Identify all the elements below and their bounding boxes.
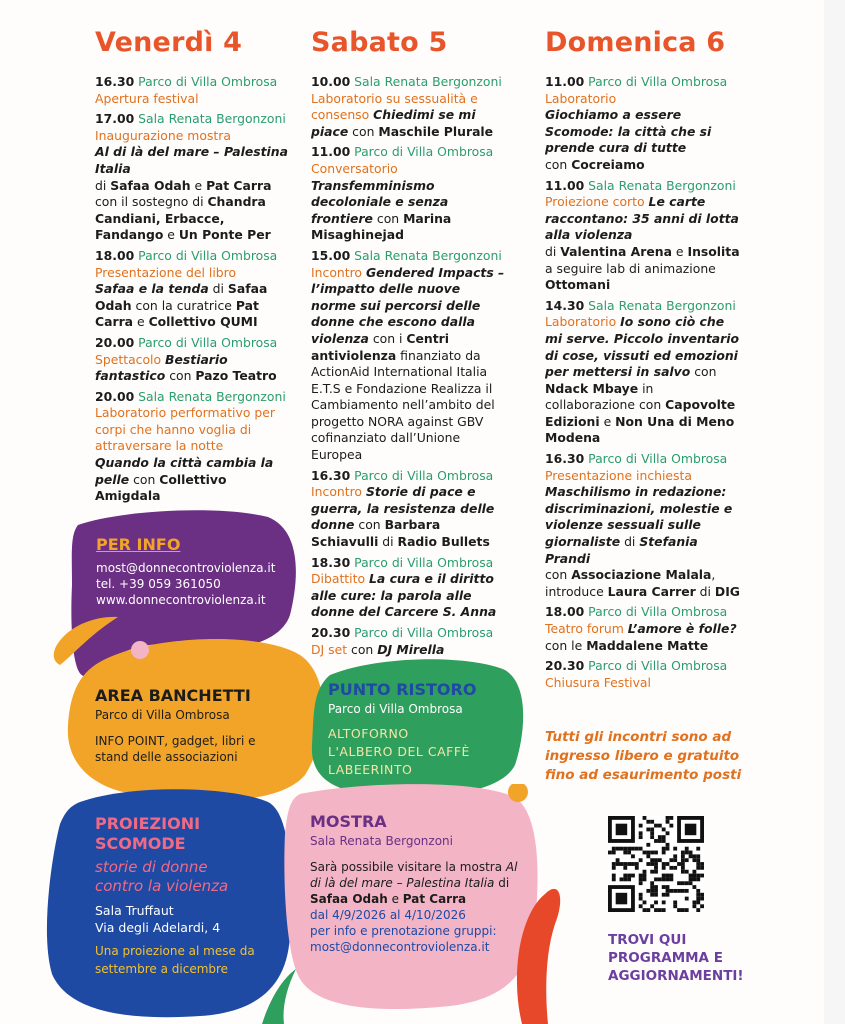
event-time: 20.00: [95, 334, 135, 350]
event-description: Spettacolo Bestiario fantastico con Pazo Teatro: [95, 351, 277, 384]
proiezioni-venue: Sala Truffaut: [95, 903, 174, 918]
day-column-friday: [95, 0, 293, 509]
event-time: 16.30: [545, 451, 585, 467]
event-place: Parco di Villa Ombrosa: [588, 451, 728, 467]
ristoro-title: PUNTO RISTORO: [328, 680, 477, 699]
proiezioni-box: [95, 814, 285, 978]
event-item: [311, 74, 507, 140]
event-place: Parco di Villa Ombrosa: [138, 334, 278, 350]
event-description: Incontro Storie di pace e guerra, la resistenza delle donne con Barbara Schiavulli di Radio Bullets: [311, 484, 495, 550]
pink-dot: [131, 641, 149, 659]
event-item: [311, 144, 507, 244]
event-description: Dibattito La cura e il diritto alle cure: la parola alle donne del Carcere S. Anna: [311, 571, 497, 620]
event-time: 11.00: [311, 144, 351, 160]
event-place: Parco di Villa Ombrosa: [588, 604, 728, 620]
event-place: Parco di Villa Ombrosa: [588, 74, 728, 89]
event-time: 20.00: [95, 388, 135, 404]
event-kind: Apertura festival: [95, 90, 199, 106]
ristoro-item: LABEERINTO: [328, 762, 413, 777]
event-place: Sala Renata Bergonzoni: [354, 74, 502, 89]
event-item: [95, 248, 293, 331]
event-kind: Laboratorio performativo per corpi che hanno voglia di attraversare la notte: [95, 405, 275, 454]
event-place: Parco di Villa Ombrosa: [354, 467, 494, 483]
event-time: 18.30: [311, 554, 351, 570]
event-description: Maschilismo in redazione: discriminazioni, molestie e violenze sessuali sulle giornaliste di Stefania Prandi con Associazione Malala, introduce Laura Carrer di DIG: [545, 484, 740, 599]
event-place: Sala Renata Bergonzoni: [588, 297, 736, 313]
qr-caption: TROVI QUI PROGRAMMA E AGGIORNAMENTI!: [608, 932, 744, 984]
event-description: Giochiamo a essere Scomode: la città che si prende cura di tutte con Cocreiamo: [545, 107, 712, 172]
banchetti-place: Parco di Villa Ombrosa: [95, 708, 230, 722]
info-box: [96, 535, 296, 608]
mostra-contact-email[interactable]: most@donnecontroviolenza.it: [310, 940, 490, 954]
event-item: [95, 389, 293, 505]
proiezioni-subtitle-1: storie di donne: [95, 858, 208, 876]
event-place: Sala Renata Bergonzoni: [138, 111, 286, 127]
event-place: Sala Renata Bergonzoni: [138, 388, 286, 404]
page-edge: [824, 0, 845, 1024]
event-time: 16.30: [95, 74, 135, 89]
event-time: 11.00: [545, 74, 585, 89]
event-description: Proiezione corto Le carte raccontano: 35 anni di lotta alla violenza di Valentina Arena e Insolita a seguire lab di animazione Ottomani: [545, 194, 740, 293]
event-description: Al di là del mare – Palestina Italia di Safaa Odah e Pat Carra con il sostegno di Chandra Candiani, Erbacce, Fandango e Un Ponte Per: [95, 144, 288, 243]
event-time: 18.00: [545, 604, 585, 620]
banchetti-box: [95, 686, 295, 765]
event-place: Sala Renata Bergonzoni: [588, 177, 736, 193]
event-kind: Laboratorio: [545, 90, 617, 106]
proiezioni-title-1: PROIEZIONI: [95, 814, 201, 833]
event-place: Parco di Villa Ombrosa: [354, 554, 494, 570]
event-item: [95, 111, 293, 244]
event-place: Parco di Villa Ombrosa: [588, 658, 728, 674]
event-description: Teatro forum L’amore è folle? con le Maddalene Matte: [545, 621, 737, 653]
event-time: 17.00: [95, 111, 135, 127]
event-item: [95, 335, 293, 385]
day-title: Sabato 5: [311, 27, 448, 58]
mostra-title: MOSTRA: [310, 812, 387, 831]
event-item: [95, 74, 293, 107]
info-title: PER INFO: [96, 535, 181, 554]
event-description: Incontro Gendered Impacts – l’impatto delle nuove norme sui percorsi delle donne che escono dalla violenza con i Centri antiviolenza finanziato da ActionAid International Italia E.T.S e Fondazione Realizza il Cambiamento nell’ambito del progetto NORA against GBV cofinanziato dall’Unione Europea: [311, 264, 505, 463]
mostra-contact-label: per info e prenotazione gruppi:: [310, 924, 497, 938]
event-place: Parco di Villa Ombrosa: [138, 247, 278, 263]
event-time: 16.30: [311, 467, 351, 483]
event-item: [545, 178, 745, 294]
ristoro-box: [328, 680, 518, 779]
event-time: 11.00: [545, 177, 585, 193]
event-place: Parco di Villa Ombrosa: [354, 625, 494, 640]
info-site[interactable]: www.donnecontroviolenza.it: [96, 593, 266, 607]
event-kind: Presentazione del libro: [95, 264, 237, 280]
event-place: Parco di Villa Ombrosa: [138, 74, 278, 89]
event-item: [545, 298, 745, 447]
mostra-place: Sala Renata Bergonzoni: [310, 834, 453, 848]
event-time: 15.00: [311, 247, 351, 263]
event-description: Safaa e la tenda di Safaa Odah con la curatrice Pat Carra e Collettivo QUMI: [95, 281, 268, 330]
mostra-box: [310, 812, 520, 955]
qr-code[interactable]: [608, 816, 704, 912]
event-kind: Inaugurazione mostra: [95, 127, 231, 143]
event-description: Laboratorio su sessualità e consenso Chiedimi se mi piace con Maschile Plurale: [311, 90, 494, 139]
event-kind: Chiusura Festival: [545, 674, 651, 690]
proiezioni-address: Via degli Adelardi, 4: [95, 920, 221, 935]
event-kind: Presentazione inchiesta: [545, 467, 692, 483]
mostra-body: Sarà possibile visitare la mostra Al di là del mare – Palestina Italia di Safaa Odah e Pat Carra: [310, 860, 518, 906]
event-time: 20.30: [311, 625, 351, 640]
day-title: Venerdì 4: [95, 27, 243, 58]
event-description: Transfemminismo decoloniale e senza frontiere con Marina Misaghinejad: [311, 177, 452, 243]
event-time: 20.30: [545, 658, 585, 674]
event-time: 14.30: [545, 297, 585, 313]
event-description: Quando la città cambia la pelle con Collettivo Amigdala: [95, 455, 274, 504]
banchetti-title: AREA BANCHETTI: [95, 686, 251, 705]
event-place: Sala Renata Bergonzoni: [354, 247, 502, 263]
info-email[interactable]: most@donnecontroviolenza.it: [96, 561, 276, 575]
event-kind: Conversatorio: [311, 160, 398, 176]
ristoro-item: L'ALBERO DEL CAFFÈ: [328, 744, 470, 759]
event-time: 10.00: [311, 74, 351, 89]
proiezioni-title-2: SCOMODE: [95, 834, 186, 853]
event-place: Parco di Villa Ombrosa: [354, 144, 494, 160]
event-item: [311, 248, 507, 464]
banchetti-desc: INFO POINT, gadget, libri e stand delle associazioni: [95, 734, 256, 764]
mostra-dates: dal 4/9/2026 al 4/10/2026: [310, 908, 466, 922]
event-time: 18.00: [95, 247, 135, 263]
ristoro-item: ALTOFORNO: [328, 726, 409, 741]
event-description: DJ set con DJ Mirella: [311, 641, 445, 657]
event-description: Laboratorio Io sono ciò che mi serve. Piccolo inventario di cose, vissuti ed emozioni per mettersi in salvo con Ndack Mbaye in collaborazione con Capovolte Edizioni e Non Una di Meno Modena: [545, 314, 739, 446]
ristoro-place: Parco di Villa Ombrosa: [328, 702, 463, 716]
proiezioni-subtitle-2: contro la violenza: [95, 877, 229, 895]
info-phone[interactable]: tel. +39 059 361050: [96, 577, 221, 591]
event-item: [545, 74, 745, 174]
day-title: Domenica 6: [545, 27, 726, 58]
proiezioni-note: Una proiezione al mese da settembre a dicembre: [95, 944, 255, 976]
free-entry-note: Tutti gli incontri sono ad ingresso libero e gratuito fino ad esaurimento posti: [545, 729, 742, 783]
